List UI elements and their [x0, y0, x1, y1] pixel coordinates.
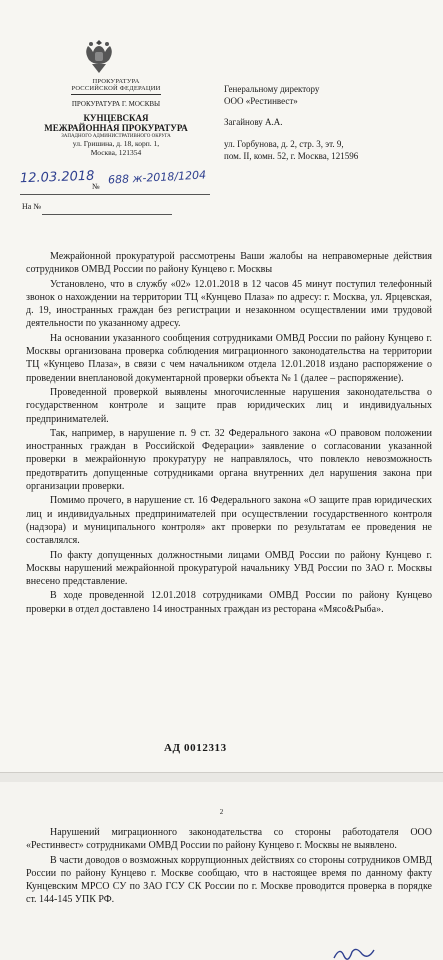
- registration-underline: [20, 194, 210, 195]
- number-label: №: [92, 182, 100, 191]
- signature-mark-icon: [330, 946, 390, 960]
- issuer-address-line1: ул. Гришина, д. 18, корп. 1,: [72, 139, 160, 149]
- handwritten-number: 688 ж-2018/1204: [107, 168, 207, 187]
- recipient-position-line2: ООО «Рестинвест»: [224, 95, 298, 106]
- body-paragraph: Так, например, в нарушение п. 9 ст. 32 Федерального закона «О правовом положении иностранных граждан в Российской Федерации» заявление о согласовании указанной проверки в межрайонную прокуратуру не направлялось, что повлекло невозможность предотвратить допущенные сотрудниками органа внутренних дел нарушения закона при организации проверки.: [26, 427, 432, 493]
- issuer-block: [36, 78, 196, 158]
- page-number: 2: [219, 808, 224, 816]
- body-paragraph: Помимо прочего, в нарушение ст. 16 Федерального закона «О защите прав юридических лиц и индивидуальных предпринимателей при осуществлении государственного контроля (надзора) и муниципального контроля» акт проверки по результатам ее проведения не составлялся.: [26, 495, 432, 547]
- body-paragraph: На основании указанного сообщения сотрудниками ОМВД России по району Кунцево г. Москвы организована проверка соблюдения миграционного законодательства на территории ТЦ «Кунцево Плаза», в связи с чем начальником отдела 12.01.2018 издано распоряжение о проведении внеплановой документарной проверки объекта № 1 (далее – распоряжение).: [26, 332, 432, 384]
- body-paragraph: Проведенной проверкой выявлены многочисленные нарушения законодательства о государственном контроле и защите прав юридических лиц и индивидуальных предпринимателей.: [26, 386, 432, 425]
- recipient-address-line2: пом. II, комн. 52, г. Москва, 121596: [224, 150, 359, 161]
- recipient-name: Загайнову А.А.: [224, 117, 283, 128]
- letter-body: [26, 250, 432, 617]
- recipient-block: [224, 84, 439, 162]
- prosecutor-general-line1: ПРОКУРАТУРА: [92, 78, 140, 85]
- office-name-line1: КУНЦЕВСКАЯ: [83, 112, 149, 123]
- body-paragraph: Установлено, что в службу «02» 12.01.2018 в 12 часов 45 минут поступил телефонный звонок о нахождении на территории ТЦ «Кунцево Плаза» по адресу: г. Москва, ул. Ярцевская, д. 19, иностранных граждан без регистрации и незаконном осуществлении ими трудовой деятельности по указанному адресу.: [26, 278, 432, 330]
- form-serial-number: АД 0012313: [164, 742, 227, 754]
- handwritten-date: 12.03.2018: [19, 168, 95, 187]
- body-paragraph: По факту допущенных должностными лицами ОМВД России по району Кунцево г. Москвы нарушений межрайонной прокуратурой начальнику УВД России по ЗАО г. Москвы внесено представление.: [26, 549, 432, 588]
- divider: [71, 94, 161, 95]
- body-paragraph: В части доводов о возможных коррупционных действиях со стороны сотрудников ОМВД России по району Кунцево г. Москве сообщаю, что в настоящее время по данному факту Кунцевским МРСО СУ по ЗАО ГСУ СК России по г. Москве проводится проверка в порядке ст. 144-145 УПК РФ.: [26, 854, 432, 906]
- body-paragraph: Нарушений миграционного законодательства со стороны работодателя ООО «Рестинвест» сотрудниками ОМВД России по району Кунцево г. Москвы не выявлено.: [26, 827, 432, 852]
- recipient-address-line1: ул. Горбунова, д. 2, стр. 3, эт. 9,: [224, 139, 344, 150]
- reply-to-label: На №: [22, 202, 41, 211]
- reply-underline: [42, 214, 172, 215]
- moscow-prosecutor: ПРОКУРАТУРА Г. МОСКВЫ: [71, 99, 161, 108]
- district-name: ЗАПАДНОГО АДМИНИСТРАТИВНОГО ОКРУГА: [61, 133, 171, 139]
- recipient-position-line1: Генеральному директору: [224, 84, 320, 94]
- body-paragraph: В ходе проведенной 12.01.2018 сотрудниками ОМВД России по району Кунцево проверки в отдел доставлено 14 иностранных граждан из ресторана «Мясо&Рыба».: [26, 590, 432, 615]
- body-paragraph: Межрайонной прокуратурой рассмотрены Ваши жалобы на неправомерные действия сотрудников ОМВД России по району Кунцево г. Москвы: [26, 251, 432, 276]
- letter-body-page-2: [26, 826, 432, 908]
- office-name-line2: МЕЖРАЙОННАЯ ПРОКУРАТУРА: [44, 123, 188, 134]
- double-headed-eagle-emblem-icon: [82, 36, 116, 76]
- issuer-address-line2: Москва, 121354: [90, 148, 142, 158]
- prosecutor-general-line2: РОССИЙСКОЙ ФЕДЕРАЦИИ: [71, 85, 161, 93]
